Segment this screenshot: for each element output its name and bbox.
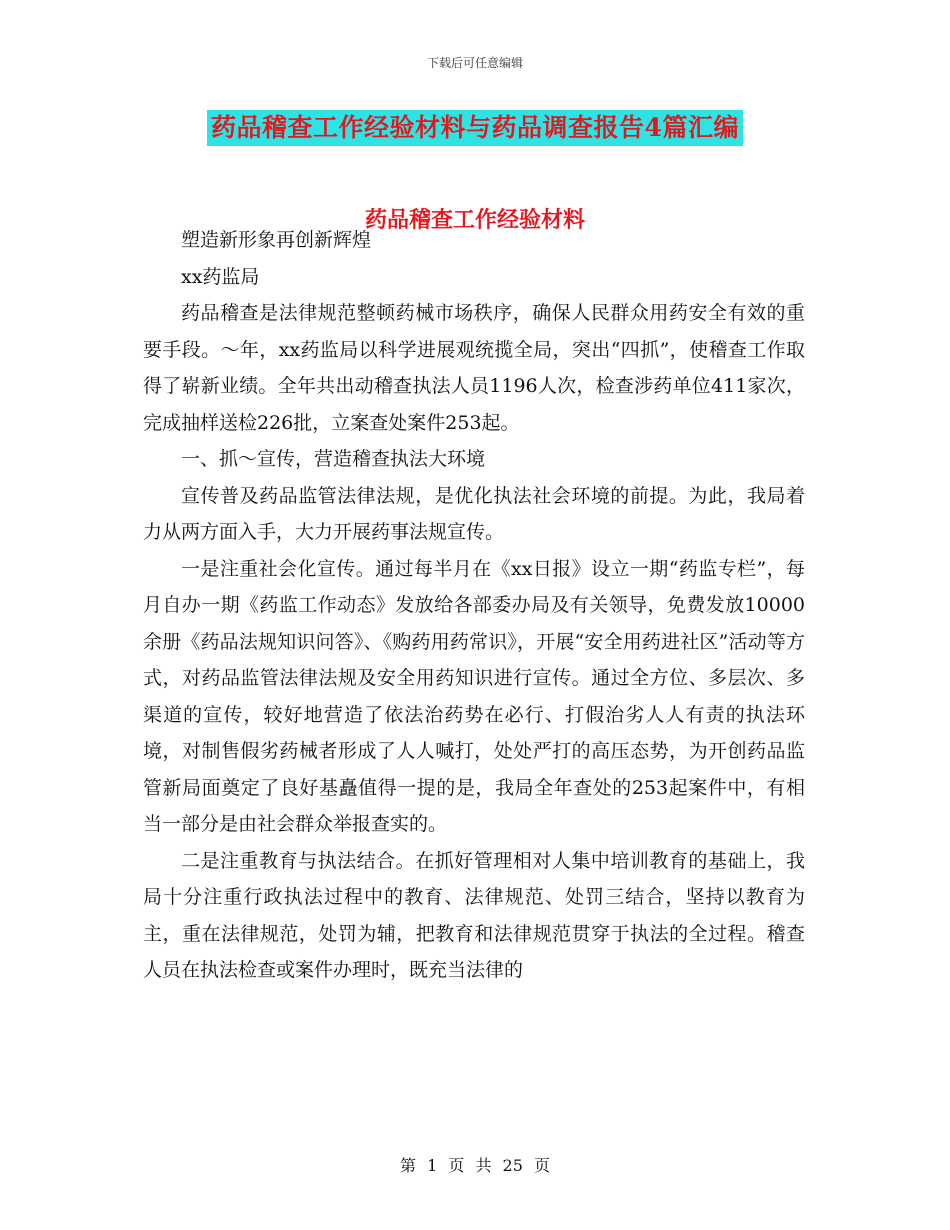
paragraph: 宣传普及药品监管法律法规，是优化执法社会环境的前提。为此，我局着力从两方面入手，大力开展药事法规宣传。 bbox=[143, 484, 805, 543]
page-footer: 第 1 页 共 25 页 bbox=[400, 1156, 550, 1175]
main-title-container bbox=[0, 110, 950, 146]
paragraph: 一是注重社会化宣传。通过每半月在《xx日报》设立一期“药监专栏”，每月自办一期《药监工作动态》发放给各部委办局及有关领导，免费发放10000余册《药品法规知识问答》、《购药用药常识》，开展“安全用药进社区”活动等方式，对药品监管法律法规及安全用药知识进行宣传。通过全方位、多层次、多渠道的宣传，较好地营造了依法治药势在必行、打假治劣人人有责的执法环境，对制售假劣药械者形成了人人喊打，处处严打的高压态势，为开创药品监管新局面奠定了良好基矗值得一提的是，我局全年查处的253起案件中，有相当一部分是由社会群众举报查实的。 bbox=[143, 557, 805, 835]
paragraph: 药品稽查是法律规范整顿药械市场秩序，确保人民群众用药安全有效的重要手段。～年，xx药监局以科学进展观统揽全局，突出“四抓”，使稽查工作取得了崭新业绩。全年共出动稽查执法人员1196人次，检查涉药单位411家次，完成抽样送检226批，立案查处案件253起。 bbox=[143, 302, 805, 434]
document-body bbox=[143, 222, 805, 989]
section-title: 药品稽查工作经验材料 bbox=[364, 207, 585, 233]
paragraph: 二是注重教育与执法结合。在抓好管理相对人集中培训教育的基础上，我局十分注重行政执法过程中的教育、法律规范、处罚三结合，坚持以教育为主，重在法律规范，处罚为辅，把教育和法律规范贯穿于执法的全过程。稽查人员在执法检查或案件办理时，既充当法律的 bbox=[143, 849, 805, 981]
paragraph-heading: 一、抓～宣传，营造稽查执法大环境 bbox=[181, 448, 486, 470]
paragraph-subtitle: 塑造新形象再创新辉煌 bbox=[181, 229, 372, 251]
paragraph-author: xx药监局 bbox=[181, 265, 260, 288]
page-header-note: 下载后可任意编辑 bbox=[426, 56, 523, 70]
main-title: 药品稽查工作经验材料与药品调查报告4篇汇编 bbox=[207, 110, 743, 146]
